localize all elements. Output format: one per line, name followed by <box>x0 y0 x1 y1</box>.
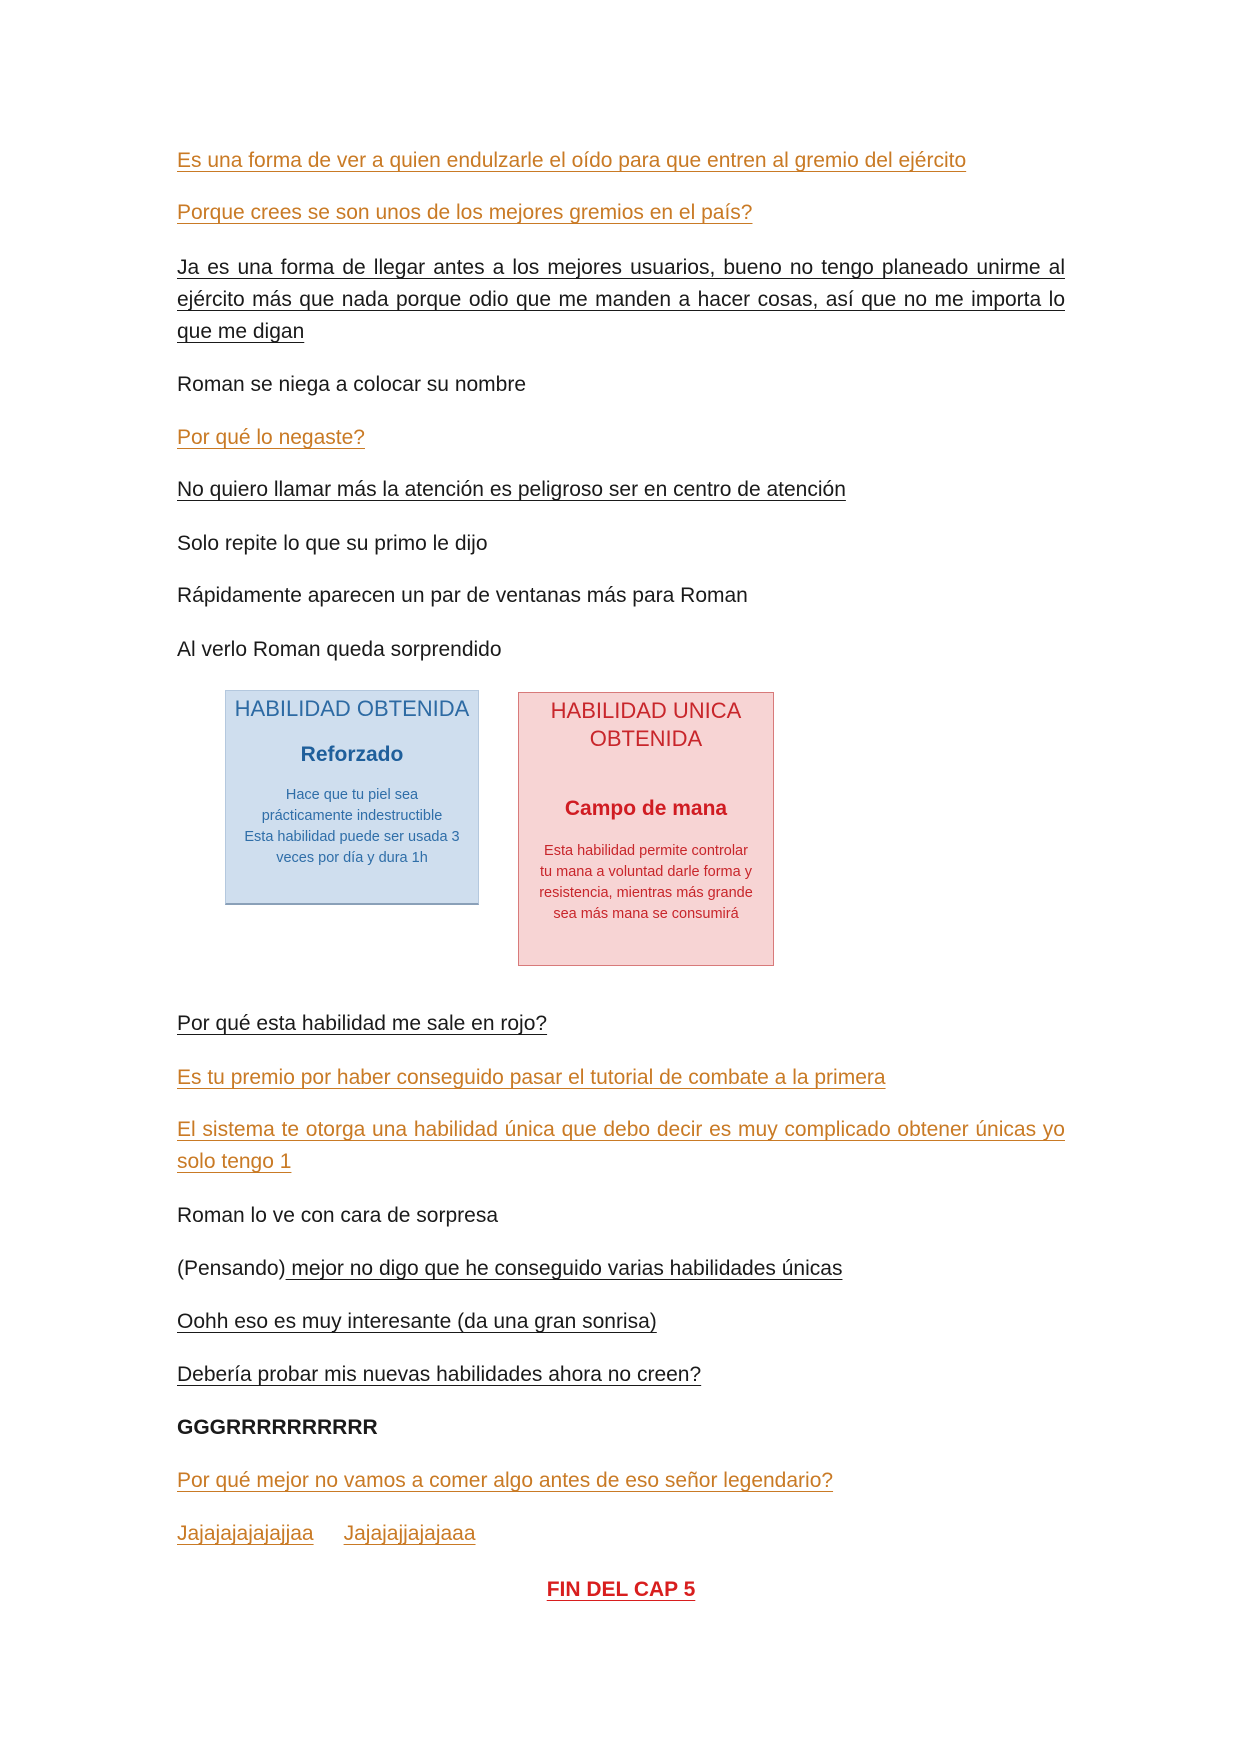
dialogue-line: El sistema te otorga una habilidad única que debo decir es muy complicado obtener únicas yo solo tengo 1 <box>177 1118 1065 1173</box>
thought-text: mejor no digo que he conseguido varias habilidades únicas <box>285 1257 843 1280</box>
skill-window-obtained <box>225 690 479 905</box>
skill-description-line: tu mana a voluntad darle forma y <box>540 864 752 880</box>
laugh-text: Jajajajjajajaaa <box>343 1522 476 1545</box>
skill-name: Reforzado <box>300 743 404 766</box>
skill-window-title: HABILIDAD OBTENIDA <box>234 696 470 721</box>
dialogue-line <box>177 1518 1065 1550</box>
dialogue-line: Porque crees se son unos de los mejores gremios en el país? <box>177 201 753 224</box>
narration-line: Solo repite lo que su primo le dijo <box>177 532 488 555</box>
skill-window-title-line: HABILIDAD UNICA <box>550 698 742 723</box>
skill-description-line: prácticamente indestructible <box>261 808 443 824</box>
dialogue-line: No quiero llamar más la atención es peligroso ser en centro de atención <box>177 478 846 501</box>
dialogue-line: Por qué mejor no vamos a comer algo antes de eso señor legendario? <box>177 1469 834 1492</box>
chapter-end-label: FIN DEL CAP 5 <box>546 1578 696 1601</box>
skill-window-title-line: OBTENIDA <box>589 726 703 751</box>
dialogue-line: Por qué esta habilidad me sale en rojo? <box>177 1012 548 1035</box>
dialogue-line: Debería probar mis nuevas habilidades ahora no creen? <box>177 1363 702 1386</box>
dialogue-line: Ja es una forma de llegar antes a los mejores usuarios, bueno no tengo planeado unirme al ejército más que nada porque odio que me manden a hacer cosas, así que no me importa lo que me digan <box>177 256 1065 343</box>
narration-line: Al verlo Roman queda sorprendido <box>177 638 502 661</box>
skill-name: Campo de mana <box>564 797 728 820</box>
skill-description <box>226 785 478 869</box>
skill-window-unique <box>518 692 774 966</box>
dialogue-line <box>177 1253 1065 1285</box>
skill-description-line: sea más mana se consumirá <box>553 906 739 922</box>
skill-description-line: veces por día y dura 1h <box>276 850 428 866</box>
narration-line: Roman se niega a colocar su nombre <box>177 373 527 396</box>
skill-description-line: Hace que tu piel sea <box>285 787 419 803</box>
narration-line: Roman lo ve con cara de sorpresa <box>177 1204 498 1227</box>
dialogue-line: Por qué lo negaste? <box>177 426 365 449</box>
dialogue-line: Es una forma de ver a quien endulzarle el oído para que entren al gremio del ejército <box>177 149 967 172</box>
sound-effect: GGGRRRRRRRRRR <box>177 1416 378 1439</box>
thinking-tag: (Pensando) <box>177 1257 286 1280</box>
narration-line: Rápidamente aparecen un par de ventanas más para Roman <box>177 584 748 607</box>
skill-description-line: Esta habilidad puede ser usada 3 <box>244 829 460 845</box>
skill-description <box>519 841 773 925</box>
chapter-end <box>177 1574 1065 1606</box>
dialogue-line: Es tu premio por haber conseguido pasar el tutorial de combate a la primera <box>177 1066 886 1089</box>
skill-description-line: Esta habilidad permite controlar <box>544 843 748 859</box>
skill-window-title <box>519 697 773 753</box>
laugh-text: Jajajajajajajjaa <box>177 1522 314 1545</box>
skill-description-line: resistencia, mientras más grande <box>539 885 753 901</box>
dialogue-line: Oohh eso es muy interesante (da una gran sonrisa) <box>177 1310 657 1333</box>
